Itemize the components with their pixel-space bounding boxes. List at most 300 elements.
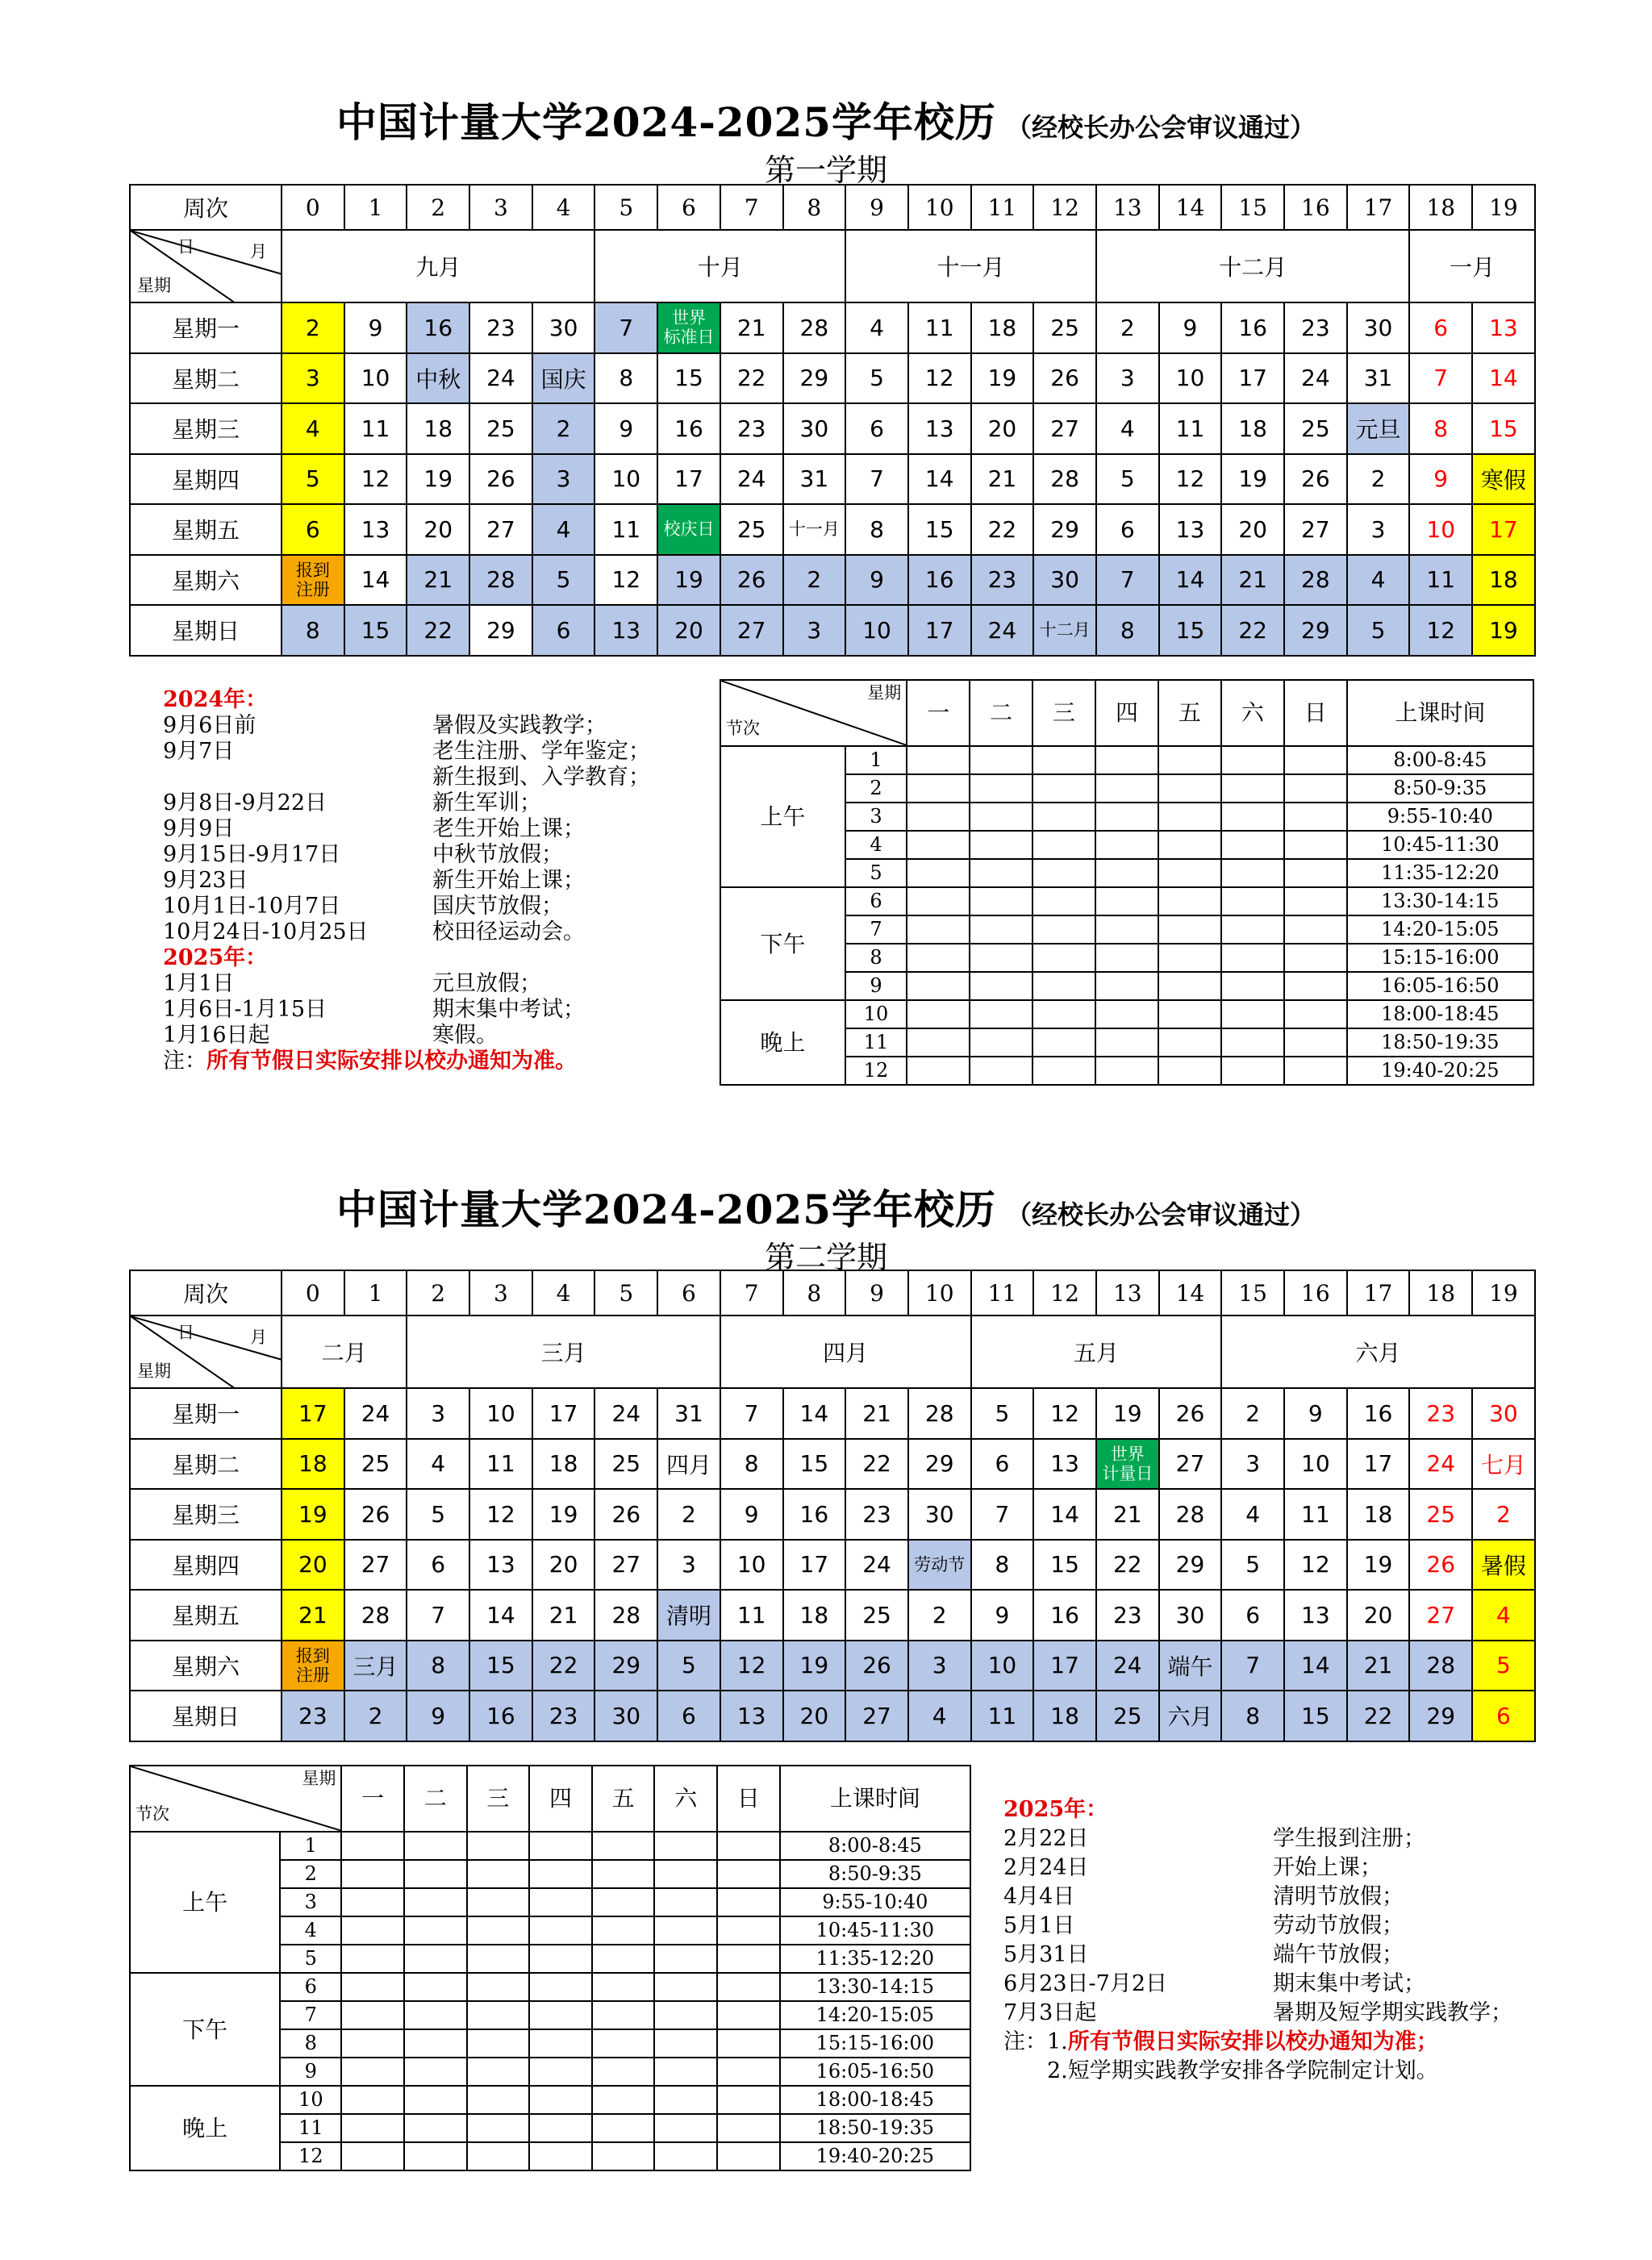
date-cell: 七月 [1472, 1439, 1535, 1490]
date-cell: 30 [1033, 555, 1096, 606]
timetable-time: 15:15-16:00 [780, 2029, 970, 2058]
date-cell: 31 [783, 454, 846, 505]
date-cell: 21 [532, 1590, 595, 1641]
timetable-period: 12 [280, 2142, 341, 2170]
timetable-period: 2 [280, 1860, 341, 1888]
timetable-slot [404, 1973, 467, 2001]
date-cell: 29 [1284, 605, 1347, 656]
date-cell: 23 [1096, 1590, 1159, 1641]
timetable-time: 19:40-20:25 [1347, 1057, 1533, 1085]
date-cell: 27 [1033, 403, 1096, 454]
note-disclaimer [1003, 2028, 1568, 2057]
date-cell: 2 [657, 1489, 720, 1540]
date-cell: 28 [783, 302, 846, 353]
date-cell: 6 [1096, 504, 1159, 555]
timetable-slot [654, 1832, 717, 1860]
date-cell: 28 [1033, 454, 1096, 505]
note-year: 2025年： [1003, 1797, 1108, 1822]
timetable-slot [404, 1832, 467, 1860]
week-number: 8 [783, 1270, 846, 1316]
timetable-slot [1032, 774, 1095, 803]
date-cell: 6 [845, 403, 908, 454]
date-cell: 5 [1221, 1540, 1284, 1591]
note-item [1003, 1912, 1568, 1941]
timetable-day-header: 三 [1032, 680, 1095, 746]
date-cell: 18 [532, 1439, 595, 1490]
note-date: 10月1日-10月7日 [163, 894, 341, 919]
date-cell: 19 [407, 454, 469, 505]
timetable-slot [529, 2086, 592, 2114]
timetable-slot [1095, 859, 1158, 887]
timetable-time: 15:15-16:00 [1347, 944, 1533, 972]
date-cell: 29 [594, 1641, 657, 1691]
date-cell: 2 [1472, 1489, 1535, 1540]
corner-day: 日 [177, 1323, 194, 1342]
timetable-slot [1284, 915, 1347, 944]
note-item [163, 919, 728, 945]
date-cell: 3 [532, 454, 595, 505]
date-cell: 15 [344, 605, 407, 656]
date-cell: 清明 [657, 1590, 720, 1641]
date-cell: 11 [594, 504, 657, 555]
date-cell: 22 [1221, 605, 1284, 656]
date-cell: 18 [1472, 555, 1535, 606]
timetable-period: 10 [845, 1000, 907, 1028]
timetable-slot [1158, 859, 1221, 887]
note-event: 新生军训； [432, 790, 541, 815]
week-number: 10 [908, 1270, 971, 1316]
timetable-slot [404, 1945, 467, 1973]
date-cell: 11 [720, 1590, 783, 1641]
date-cell: 7 [1096, 555, 1159, 606]
note-item [163, 713, 728, 739]
date-cell: 30 [1472, 1388, 1535, 1439]
timetable-slot [654, 2029, 717, 2058]
timetable-time: 14:20-15:05 [780, 2001, 970, 2029]
timetable-time: 19:40-20:25 [780, 2142, 970, 2170]
semester-1-notes [163, 687, 728, 1074]
semester-1-timetable [720, 679, 1534, 1086]
timetable-slot [1158, 746, 1221, 774]
timetable-time: 10:45-11:30 [780, 1916, 970, 1945]
note-year: 2024年： [163, 687, 268, 712]
date-cell: 18 [407, 403, 469, 454]
date-cell: 校庆日 [657, 504, 720, 555]
week-number: 15 [1221, 1270, 1284, 1316]
date-cell: 16 [469, 1691, 532, 1741]
timetable-slot [970, 887, 1032, 915]
timetable-slot [529, 1916, 592, 1945]
timetable-time: 13:30-14:15 [780, 1973, 970, 2001]
date-cell: 11 [1409, 555, 1472, 606]
week-number: 12 [1033, 185, 1096, 230]
timetable-slot [341, 2142, 404, 2170]
date-cell: 24 [720, 454, 783, 505]
date-cell: 13 [1159, 504, 1222, 555]
weekday-label: 星期六 [130, 555, 282, 606]
note-item [1003, 1883, 1568, 1912]
date-cell: 9 [1284, 1388, 1347, 1439]
timetable-slot [467, 2114, 530, 2142]
timetable-slot [907, 803, 970, 831]
date-cell: 6 [971, 1439, 1034, 1490]
week-number: 3 [469, 185, 532, 230]
date-cell: 28 [1409, 1641, 1472, 1691]
date-cell: 10 [1409, 504, 1472, 555]
timetable-slot [654, 1916, 717, 1945]
timetable-slot [341, 2029, 404, 2058]
week-number: 7 [720, 1270, 783, 1316]
date-cell: 十一月 [783, 504, 846, 555]
note-disclaimer [163, 1049, 728, 1074]
timetable-time: 8:50-9:35 [780, 1860, 970, 1888]
timetable-session: 晚上 [130, 2086, 280, 2170]
date-cell: 国庆 [532, 353, 595, 404]
timetable-period: 7 [280, 2001, 341, 2029]
date-cell: 7 [1221, 1641, 1284, 1691]
date-cell: 20 [783, 1691, 846, 1741]
date-cell: 16 [657, 403, 720, 454]
week-number: 13 [1096, 1270, 1159, 1316]
date-cell: 8 [1221, 1691, 1284, 1741]
date-cell: 3 [1096, 353, 1159, 404]
timetable-day-header: 五 [1158, 680, 1221, 746]
date-cell: 6 [407, 1540, 469, 1591]
timetable-slot [1158, 944, 1221, 972]
date-cell: 25 [1409, 1489, 1472, 1540]
date-cell: 21 [1347, 1641, 1410, 1691]
date-cell: 26 [344, 1489, 407, 1540]
note-event: 开始上课； [1273, 1855, 1382, 1880]
date-cell: 9 [1409, 454, 1472, 505]
timetable-slot [467, 1888, 530, 1916]
date-cell: 14 [1033, 1489, 1096, 1540]
timetable-slot [1158, 1028, 1221, 1057]
date-cell: 12 [594, 555, 657, 606]
timetable-slot [970, 859, 1032, 887]
timetable-day-header: 一 [341, 1766, 404, 1832]
timetable-slot [467, 2029, 530, 2058]
date-cell: 7 [1409, 353, 1472, 404]
timetable-day-header: 二 [970, 680, 1032, 746]
timetable-slot [467, 1860, 530, 1888]
week-number: 6 [657, 185, 720, 230]
timetable-slot [467, 2058, 530, 2086]
timetable-time-header: 上课时间 [780, 1766, 970, 1832]
date-cell: 12 [908, 353, 971, 404]
date-cell: 22 [1347, 1691, 1410, 1741]
date-cell: 26 [594, 1489, 657, 1540]
date-cell: 18 [1347, 1489, 1410, 1540]
timetable-slot [1158, 915, 1221, 944]
timetable-slot [717, 1832, 780, 1860]
week-label: 周次 [130, 1270, 282, 1316]
date-cell: 十二月 [1033, 605, 1096, 656]
calendar-title-1: 中国计量大学2024-2025学年校历 （经校长办公会审议通过） [336, 98, 1316, 146]
date-cell: 26 [1033, 353, 1096, 404]
date-cell: 13 [1033, 1439, 1096, 1490]
week-number: 14 [1159, 1270, 1222, 1316]
date-cell: 30 [1159, 1590, 1222, 1641]
date-cell: 报到 注册 [282, 555, 344, 606]
week-number: 1 [344, 185, 407, 230]
timetable-slot [1032, 831, 1095, 859]
weekday-label: 星期五 [130, 504, 282, 555]
month-header: 六月 [1221, 1316, 1534, 1388]
timetable-slot [907, 1028, 970, 1057]
date-cell: 31 [1347, 353, 1410, 404]
date-cell: 21 [845, 1388, 908, 1439]
date-cell: 13 [469, 1540, 532, 1591]
date-cell: 世界 标准日 [657, 302, 720, 353]
timetable-period: 11 [845, 1028, 907, 1057]
note-item [163, 739, 728, 765]
week-number: 5 [594, 185, 657, 230]
note-text: 所有节假日实际安排以校办通知为准； [1067, 2029, 1438, 2054]
date-cell: 29 [1409, 1691, 1472, 1741]
note-prefix: 注： [163, 1049, 206, 1074]
note-date: 4月4日 [1003, 1884, 1075, 1909]
timetable-slot [1221, 1000, 1284, 1028]
date-cell: 15 [1033, 1540, 1096, 1591]
date-cell: 16 [1221, 302, 1284, 353]
semester-2-timetable [129, 1765, 971, 2171]
note-date: 1月16日起 [163, 1023, 270, 1048]
timetable-slot [1032, 915, 1095, 944]
timetable-time: 16:05-16:50 [1347, 972, 1533, 1000]
note-event: 新生开始上课； [432, 868, 585, 893]
week-number: 2 [407, 185, 469, 230]
timetable-slot [970, 1057, 1032, 1085]
date-cell: 28 [1284, 555, 1347, 606]
timetable-slot [1221, 774, 1284, 803]
date-cell: 26 [720, 555, 783, 606]
date-cell: 28 [908, 1388, 971, 1439]
timetable-period: 4 [845, 831, 907, 859]
timetable-slot [1095, 915, 1158, 944]
timetable-slot [1284, 1028, 1347, 1057]
timetable-slot [970, 746, 1032, 774]
date-cell: 9 [971, 1590, 1034, 1641]
timetable-slot [1032, 887, 1095, 915]
date-cell: 17 [1033, 1641, 1096, 1691]
date-cell: 12 [469, 1489, 532, 1540]
date-cell: 3 [1347, 504, 1410, 555]
date-cell: 3 [908, 1641, 971, 1691]
timetable-slot [1221, 746, 1284, 774]
week-number: 12 [1033, 1270, 1096, 1316]
timetable-day-header: 二 [404, 1766, 467, 1832]
timetable-slot [1032, 972, 1095, 1000]
note-date: 9月6日前 [163, 713, 257, 738]
timetable-time: 14:20-15:05 [1347, 915, 1533, 944]
timetable-slot [1032, 1028, 1095, 1057]
date-cell: 22 [532, 1641, 595, 1691]
timetable-session: 下午 [720, 887, 845, 1000]
note-item [1003, 1941, 1568, 1970]
week-number: 5 [594, 1270, 657, 1316]
date-cell: 10 [469, 1388, 532, 1439]
date-cell: 6 [1409, 302, 1472, 353]
date-cell: 5 [407, 1489, 469, 1540]
date-cell: 10 [594, 454, 657, 505]
date-cell: 24 [845, 1540, 908, 1591]
timetable-slot [1221, 859, 1284, 887]
date-cell: 四月 [657, 1439, 720, 1490]
timetable-period: 2 [845, 774, 907, 803]
date-cell: 28 [594, 1590, 657, 1641]
note-date: 9月23日 [163, 868, 248, 893]
note-event: 寒假。 [432, 1023, 498, 1048]
timetable-slot [1221, 803, 1284, 831]
month-header: 三月 [407, 1316, 720, 1388]
note-date: 7月3日起 [1003, 2000, 1097, 2025]
week-number: 14 [1159, 185, 1222, 230]
date-cell: 22 [720, 353, 783, 404]
date-cell: 14 [1159, 555, 1222, 606]
date-cell: 7 [971, 1489, 1034, 1540]
date-cell: 11 [1284, 1489, 1347, 1540]
timetable-slot [592, 2114, 655, 2142]
month-header: 五月 [971, 1316, 1222, 1388]
timetable-slot [529, 2001, 592, 2029]
semester-2-calendar [129, 1270, 1536, 1742]
note-disclaimer-2: 2.短学期实践教学安排各学院制定计划。 [1047, 2058, 1438, 2083]
note-event: 期末集中考试； [432, 997, 585, 1022]
timetable-slot [1095, 887, 1158, 915]
date-cell: 11 [908, 302, 971, 353]
semester-2-notes [1003, 1795, 1568, 2086]
date-cell: 19 [783, 1641, 846, 1691]
date-cell: 3 [783, 605, 846, 656]
date-cell: 9 [1159, 302, 1222, 353]
timetable-slot [717, 2029, 780, 2058]
timetable-slot [592, 1973, 655, 2001]
timetable-time: 18:50-19:35 [1347, 1028, 1533, 1057]
week-number: 18 [1409, 185, 1472, 230]
date-cell: 24 [469, 353, 532, 404]
timetable-slot [404, 2086, 467, 2114]
date-cell: 29 [1033, 504, 1096, 555]
date-cell: 19 [1472, 605, 1535, 656]
note-date: 2月24日 [1003, 1855, 1089, 1880]
date-cell: 20 [1221, 504, 1284, 555]
timetable-slot [592, 2142, 655, 2170]
date-cell: 26 [1159, 1388, 1222, 1439]
timetable-day-header: 日 [1284, 680, 1347, 746]
timetable-slot [1158, 803, 1221, 831]
timetable-slot [1158, 831, 1221, 859]
note-item [163, 868, 728, 894]
date-cell: 16 [908, 555, 971, 606]
timetable-slot [907, 774, 970, 803]
date-cell: 19 [532, 1489, 595, 1540]
timetable-slot [529, 2029, 592, 2058]
date-cell: 17 [532, 1388, 595, 1439]
timetable-time: 9:55-10:40 [780, 1888, 970, 1916]
note-item [163, 971, 728, 997]
date-cell: 17 [282, 1388, 344, 1439]
month-header: 九月 [282, 230, 594, 302]
note-item [163, 894, 728, 919]
date-cell: 25 [1096, 1691, 1159, 1741]
timetable-slot [1095, 831, 1158, 859]
date-cell: 18 [282, 1439, 344, 1490]
date-cell: 26 [1409, 1540, 1472, 1591]
timetable-slot [970, 944, 1032, 972]
timetable-slot [341, 1860, 404, 1888]
week-number: 9 [845, 1270, 908, 1316]
week-number: 15 [1221, 185, 1284, 230]
date-cell: 10 [720, 1540, 783, 1591]
timetable-slot [1095, 1028, 1158, 1057]
corner-period: 节次 [136, 1804, 169, 1824]
date-cell: 7 [594, 302, 657, 353]
weekday-label: 星期三 [130, 403, 282, 454]
date-cell: 21 [720, 302, 783, 353]
note-number: 1. [1047, 2029, 1068, 2054]
note-date: 9月9日 [163, 816, 235, 841]
weekday-label: 星期一 [130, 302, 282, 353]
timetable-slot [1032, 803, 1095, 831]
date-cell: 17 [908, 605, 971, 656]
date-cell: 6 [532, 605, 595, 656]
week-number: 19 [1472, 1270, 1535, 1316]
timetable-time: 18:00-18:45 [780, 2086, 970, 2114]
timetable-slot [717, 2001, 780, 2029]
timetable-slot [907, 944, 970, 972]
timetable-time: 8:00-8:45 [1347, 746, 1533, 774]
timetable-slot [529, 1832, 592, 1860]
week-number: 3 [469, 1270, 532, 1316]
timetable-slot [1095, 944, 1158, 972]
timetable-slot [1221, 915, 1284, 944]
note-date: 6月23日-7月2日 [1003, 1971, 1168, 1996]
date-cell: 14 [344, 555, 407, 606]
date-cell: 28 [469, 555, 532, 606]
timetable-slot [970, 915, 1032, 944]
semester-1-label: 第一学期 [764, 152, 887, 188]
date-cell: 三月 [344, 1641, 407, 1691]
timetable-period: 7 [845, 915, 907, 944]
date-cell: 18 [1033, 1691, 1096, 1741]
timetable-period: 6 [845, 887, 907, 915]
timetable-slot [717, 1973, 780, 2001]
timetable-slot [592, 2029, 655, 2058]
corner-header [130, 230, 282, 302]
week-number: 11 [971, 1270, 1034, 1316]
date-cell: 13 [594, 605, 657, 656]
date-cell: 5 [845, 353, 908, 404]
date-cell: 27 [469, 504, 532, 555]
date-cell: 16 [783, 1489, 846, 1540]
date-cell: 元旦 [1347, 403, 1410, 454]
week-number: 19 [1472, 185, 1535, 230]
date-cell: 8 [971, 1540, 1034, 1591]
date-cell: 12 [344, 454, 407, 505]
week-number: 16 [1284, 185, 1347, 230]
date-cell: 8 [720, 1439, 783, 1490]
month-header: 二月 [282, 1316, 407, 1388]
date-cell: 9 [720, 1489, 783, 1540]
timetable-slot [1158, 774, 1221, 803]
date-cell: 寒假 [1472, 454, 1535, 505]
note-item [163, 816, 728, 842]
date-cell: 30 [532, 302, 595, 353]
date-cell: 21 [1096, 1489, 1159, 1540]
date-cell: 13 [1472, 302, 1535, 353]
timetable-slot [1032, 944, 1095, 972]
